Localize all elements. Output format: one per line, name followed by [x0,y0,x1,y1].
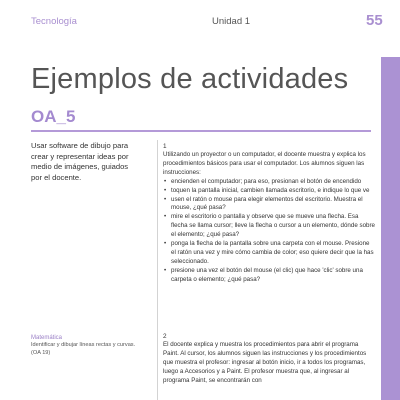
list-item: • ponga la flecha de la pantalla sobre una carpeta con el mouse. Presione el ratón una vez y mire cómo cambia de color; eso quiere decir que la has seleccionado. [171,240,375,267]
column-divider [157,140,158,400]
page-title: Ejemplos de actividades [31,63,349,95]
page-number: 55 [366,12,383,29]
objective-divider [31,130,371,132]
objective-text: Usar software de dibujo para crear y representar ideas por medio de imágenes, guiados por el docente. [31,141,129,182]
related-subject: Matemática [31,335,63,341]
side-tab [381,57,400,400]
activity-steps [163,178,375,285]
activity-2 [163,332,375,386]
related-objective [31,334,141,357]
list-item: • toquen la pantalla inicial, cambien llamada escritorio, e indique lo que ve [171,187,375,196]
list-item: • usen el ratón o mouse para elegir elementos del escritorio. Muestra el mouse, ¿qué pasa? [171,196,375,214]
list-item: • encienden el computador; para eso, presionan el botón de encendido [171,178,375,187]
related-text: Identificar y dibujar líneas rectas y curvas. (OA 19) [31,342,136,356]
activity-number: 2 [163,333,167,340]
activity-1 [163,142,375,285]
activity-intro: El docente explica y muestra los procedimientos para abrir el programa Paint. Al cursor, los alumnos siguen las instrucciones y los procedimientos que muestra el profesor: ingresar al botón inicio, ir a todos los programas, luego a Accesorios y a Paint. El profesor muestra que, al ingresar al programa Paint, se encontrarán con [163,341,367,384]
list-item: • mire el escritorio o pantalla y observe que se mueve una flecha. Esa flecha se llama cursor; lleve la flecha o cursor a un elemento, dónde sobre el elemento; ¿qué pasa? [171,213,375,240]
activity-intro: Utilizando un proyector o un computador, el docente muestra y explica los procedimientos básicos para usar el computador. Los alumnos siguen las instrucciones: [163,151,366,176]
objective-code: OA_5 [31,107,76,126]
list-item: • presione una vez el botón del mouse (el clic) que hace 'clic' sobre una carpeta o elemento; ¿qué pasa? [171,267,375,285]
unit-label: Unidad 1 [212,16,251,27]
subject-label: Tecnología [31,16,77,27]
activity-number: 1 [163,143,167,150]
